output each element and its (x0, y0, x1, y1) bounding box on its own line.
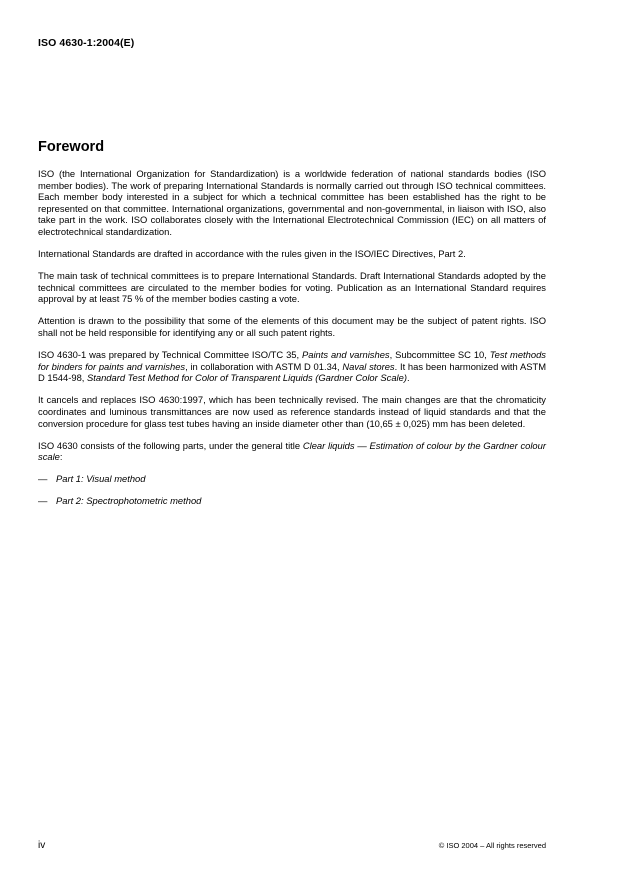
page-footer (38, 840, 546, 851)
general-title: Clear liquids — Estimation of colour by the Gardner colour scale (38, 439, 546, 463)
paragraph-revision: It cancels and replaces ISO 4630:1997, which has been technically revised. The main changes are that the chromaticity coordinates and luminous transmittances are now used as reference standards instead of liquid standards and that the conversion procedure for glass test tubes having an inside diameter other than (10,65 ± 0,025) mm has been deleted. (38, 394, 546, 429)
list-item (38, 495, 546, 507)
prepared-by-text-1: ISO 4630-1 was prepared by Technical Committee ISO/TC 35, (38, 349, 302, 361)
committee-title: Paints and varnishes (302, 349, 390, 361)
copyright-notice: © ISO 2004 – All rights reserved (438, 841, 546, 850)
paragraph-drafting-rules: International Standards are drafted in accordance with the rules given in the ISO/IEC Directives, Part 2. (38, 248, 466, 260)
paragraph-patent-rights: Attention is drawn to the possibility that some of the elements of this document may be the subject of patent rights. ISO shall not be held responsible for identifying any or all such patent rights. (38, 315, 546, 339)
prepared-by-text-3: , in collaboration with ASTM D 01.34, (185, 360, 343, 372)
page-number: iv (38, 840, 46, 851)
foreword-body (38, 168, 546, 516)
paragraph-parts-intro (38, 440, 546, 463)
paragraph-prepared-by (38, 349, 546, 384)
list-dash: — (38, 494, 48, 506)
parts-intro-text: ISO 4630 consists of the following parts, under the general title (38, 439, 303, 451)
prepared-by-text-5: . (406, 372, 410, 384)
prepared-by-text-2: , Subcommittee SC 10, (389, 349, 490, 361)
document-id-header: ISO 4630-1:2004(E) (38, 37, 135, 49)
list-item (38, 473, 546, 485)
astm-committee-title: Naval stores (342, 360, 395, 372)
list-dash: — (38, 473, 48, 485)
paragraph-technical-committees: The main task of technical committees is to prepare International Standards. Draft International Standards adopted by the technical committees are circulated to the member bodies for voting. Publication as an International Standard requires approval by at least 75 % of the member bodies casting a vote. (38, 270, 546, 305)
astm-standard-title: Standard Test Method for Color of Transparent Liquids (Gardner Color Scale) (87, 372, 407, 384)
part-1-title: Part 1: Visual method (56, 473, 146, 485)
part-2-title: Part 2: Spectrophotometric method (56, 494, 202, 506)
prepared-by-text-4: . It has been harmonized with ASTM D 1544-98, (38, 360, 547, 384)
parts-intro-colon: : (59, 451, 63, 463)
page-title: Foreword (38, 139, 105, 155)
paragraph-iso-intro: ISO (the International Organization for Standardization) is a worldwide federation of national standards bodies (ISO member bodies). The work of preparing International Standards is normally carried out through ISO technical committees. Each member body interested in a subject for which a technical committee has been established has the right to be represented on that committee. International organizations, governmental and non-governmental, in liaison with ISO, also take part in the work. ISO collaborates closely with the International Electrotechnical Commission (IEC) on all matters of electrotechnical standardization. (38, 168, 546, 237)
subcommittee-title: Test methods for binders for paints and varnishes (38, 349, 546, 372)
